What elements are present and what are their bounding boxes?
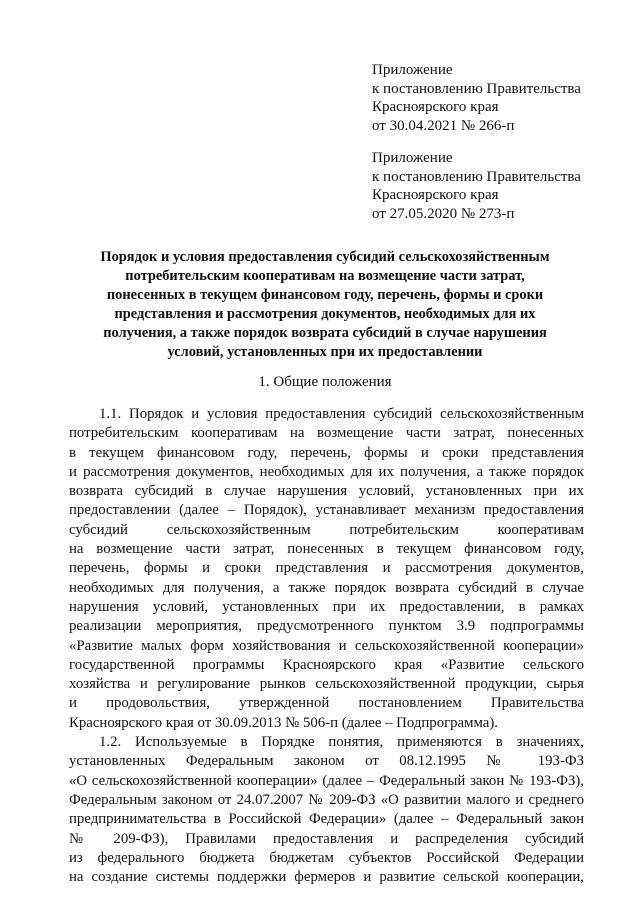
paragraph-line: возврата субсидий в случае нарушения условий, установленных при их xyxy=(69,483,584,500)
title-line: Порядок и условия предоставления субсидий сельскохозяйственным xyxy=(100,249,550,265)
appendix-line: к постановлению Правительства xyxy=(372,80,581,97)
paragraph-line: реализации мероприятия, предусмотренного пунктом 3.9 подпрограммы xyxy=(69,618,584,635)
paragraph-line: предпринимательства в Российской Федерации» (далее – Федеральный закон xyxy=(69,811,584,828)
title-line: представления и рассмотрения документов, необходимых для их xyxy=(114,306,536,322)
appendix-line: от 27.05.2020 № 273-п xyxy=(372,205,515,222)
document-body xyxy=(69,405,584,887)
paragraph-line: государственной программы Красноярского края «Развитие сельского xyxy=(69,656,584,673)
paragraph-line: перечень, формы и сроки представления и рассмотрения документов, xyxy=(69,560,584,577)
paragraph-line: хозяйства и регулирование рынков сельскохозяйственной продукции, сырья xyxy=(69,676,584,693)
paragraph-line: предоставлении (далее – Порядок), устанавливает механизм предоставления xyxy=(69,502,584,519)
section-heading: 1. Общие положения xyxy=(258,374,392,390)
paragraph-line: на возмещение части затрат, понесенных в текущем финансовом году, xyxy=(69,541,584,558)
paragraph-line: в текущем финансовом году, перечень, формы и сроки представления xyxy=(69,444,584,461)
paragraph-line: «Развитие малых форм хозяйствования и сельскохозяйственной кооперации» xyxy=(69,637,584,654)
paragraph-line: необходимых для получения, а также порядок возврата субсидий в случае xyxy=(69,579,584,596)
title-line: получения, а также порядок возврата субсидий в случае нарушения xyxy=(103,325,547,341)
title-line: понесенных в текущем финансовом году, перечень, формы и сроки xyxy=(106,287,544,303)
appendix-header-current xyxy=(372,61,622,135)
appendix-line: Приложение xyxy=(372,150,453,166)
paragraph-line: № 209-ФЗ), Правилами предоставления и распределения субсидий xyxy=(69,830,584,847)
appendix-line: Красноярского края xyxy=(372,187,499,203)
paragraph-line: потребительским кооперативам на возмещение части затрат, понесенных xyxy=(69,425,584,442)
paragraph-line: нарушения условий, установленных при их предоставлении, в рамках xyxy=(69,598,584,615)
paragraph-line: «О сельскохозяйственной кооперации» (далее – Федеральный закон № 193-ФЗ), xyxy=(69,772,584,789)
paragraph-line: Красноярского края от 30.09.2013 № 506-п (далее – Подпрограмма). xyxy=(69,714,498,731)
title-line: потребительским кооперативам на возмещение части затрат, xyxy=(125,268,525,284)
paragraph-line: на создание системы поддержки фермеров и развитие сельской кооперации, xyxy=(69,869,584,886)
appendix-line: Красноярского края xyxy=(372,99,499,115)
paragraph-line: 1.1. Порядок и условия предоставления субсидий сельскохозяйственным xyxy=(99,406,584,422)
paragraph-line: установленных Федеральным законом от 08.12.1995 № 193-ФЗ xyxy=(69,753,584,770)
appendix-line: к постановлению Правительства xyxy=(372,168,581,185)
paragraph-line: Федеральным законом от 24.07.2007 № 209-ФЗ «О развитии малого и среднего xyxy=(69,791,584,808)
paragraph-line: из федерального бюджета бюджетам субъектов Российской Федерации xyxy=(69,849,584,866)
paragraph-line: и продовольствия, утвержденной постановлением Правительства xyxy=(69,695,584,712)
paragraph-line: субсидий сельскохозяйственным потребительским кооперативам xyxy=(69,521,584,538)
document-title xyxy=(60,248,590,362)
appendix-line: Приложение xyxy=(372,62,453,78)
paragraph-line: 1.2. Используемые в Порядке понятия, применяются в значениях, xyxy=(99,734,584,751)
appendix-line: от 30.04.2021 № 266-п xyxy=(372,117,515,134)
title-line: условий, установленных при их предоставлении xyxy=(167,344,483,360)
paragraph-line: и рассмотрения документов, необходимых для их получения, а также порядок xyxy=(69,463,584,480)
appendix-header-original xyxy=(372,149,622,223)
